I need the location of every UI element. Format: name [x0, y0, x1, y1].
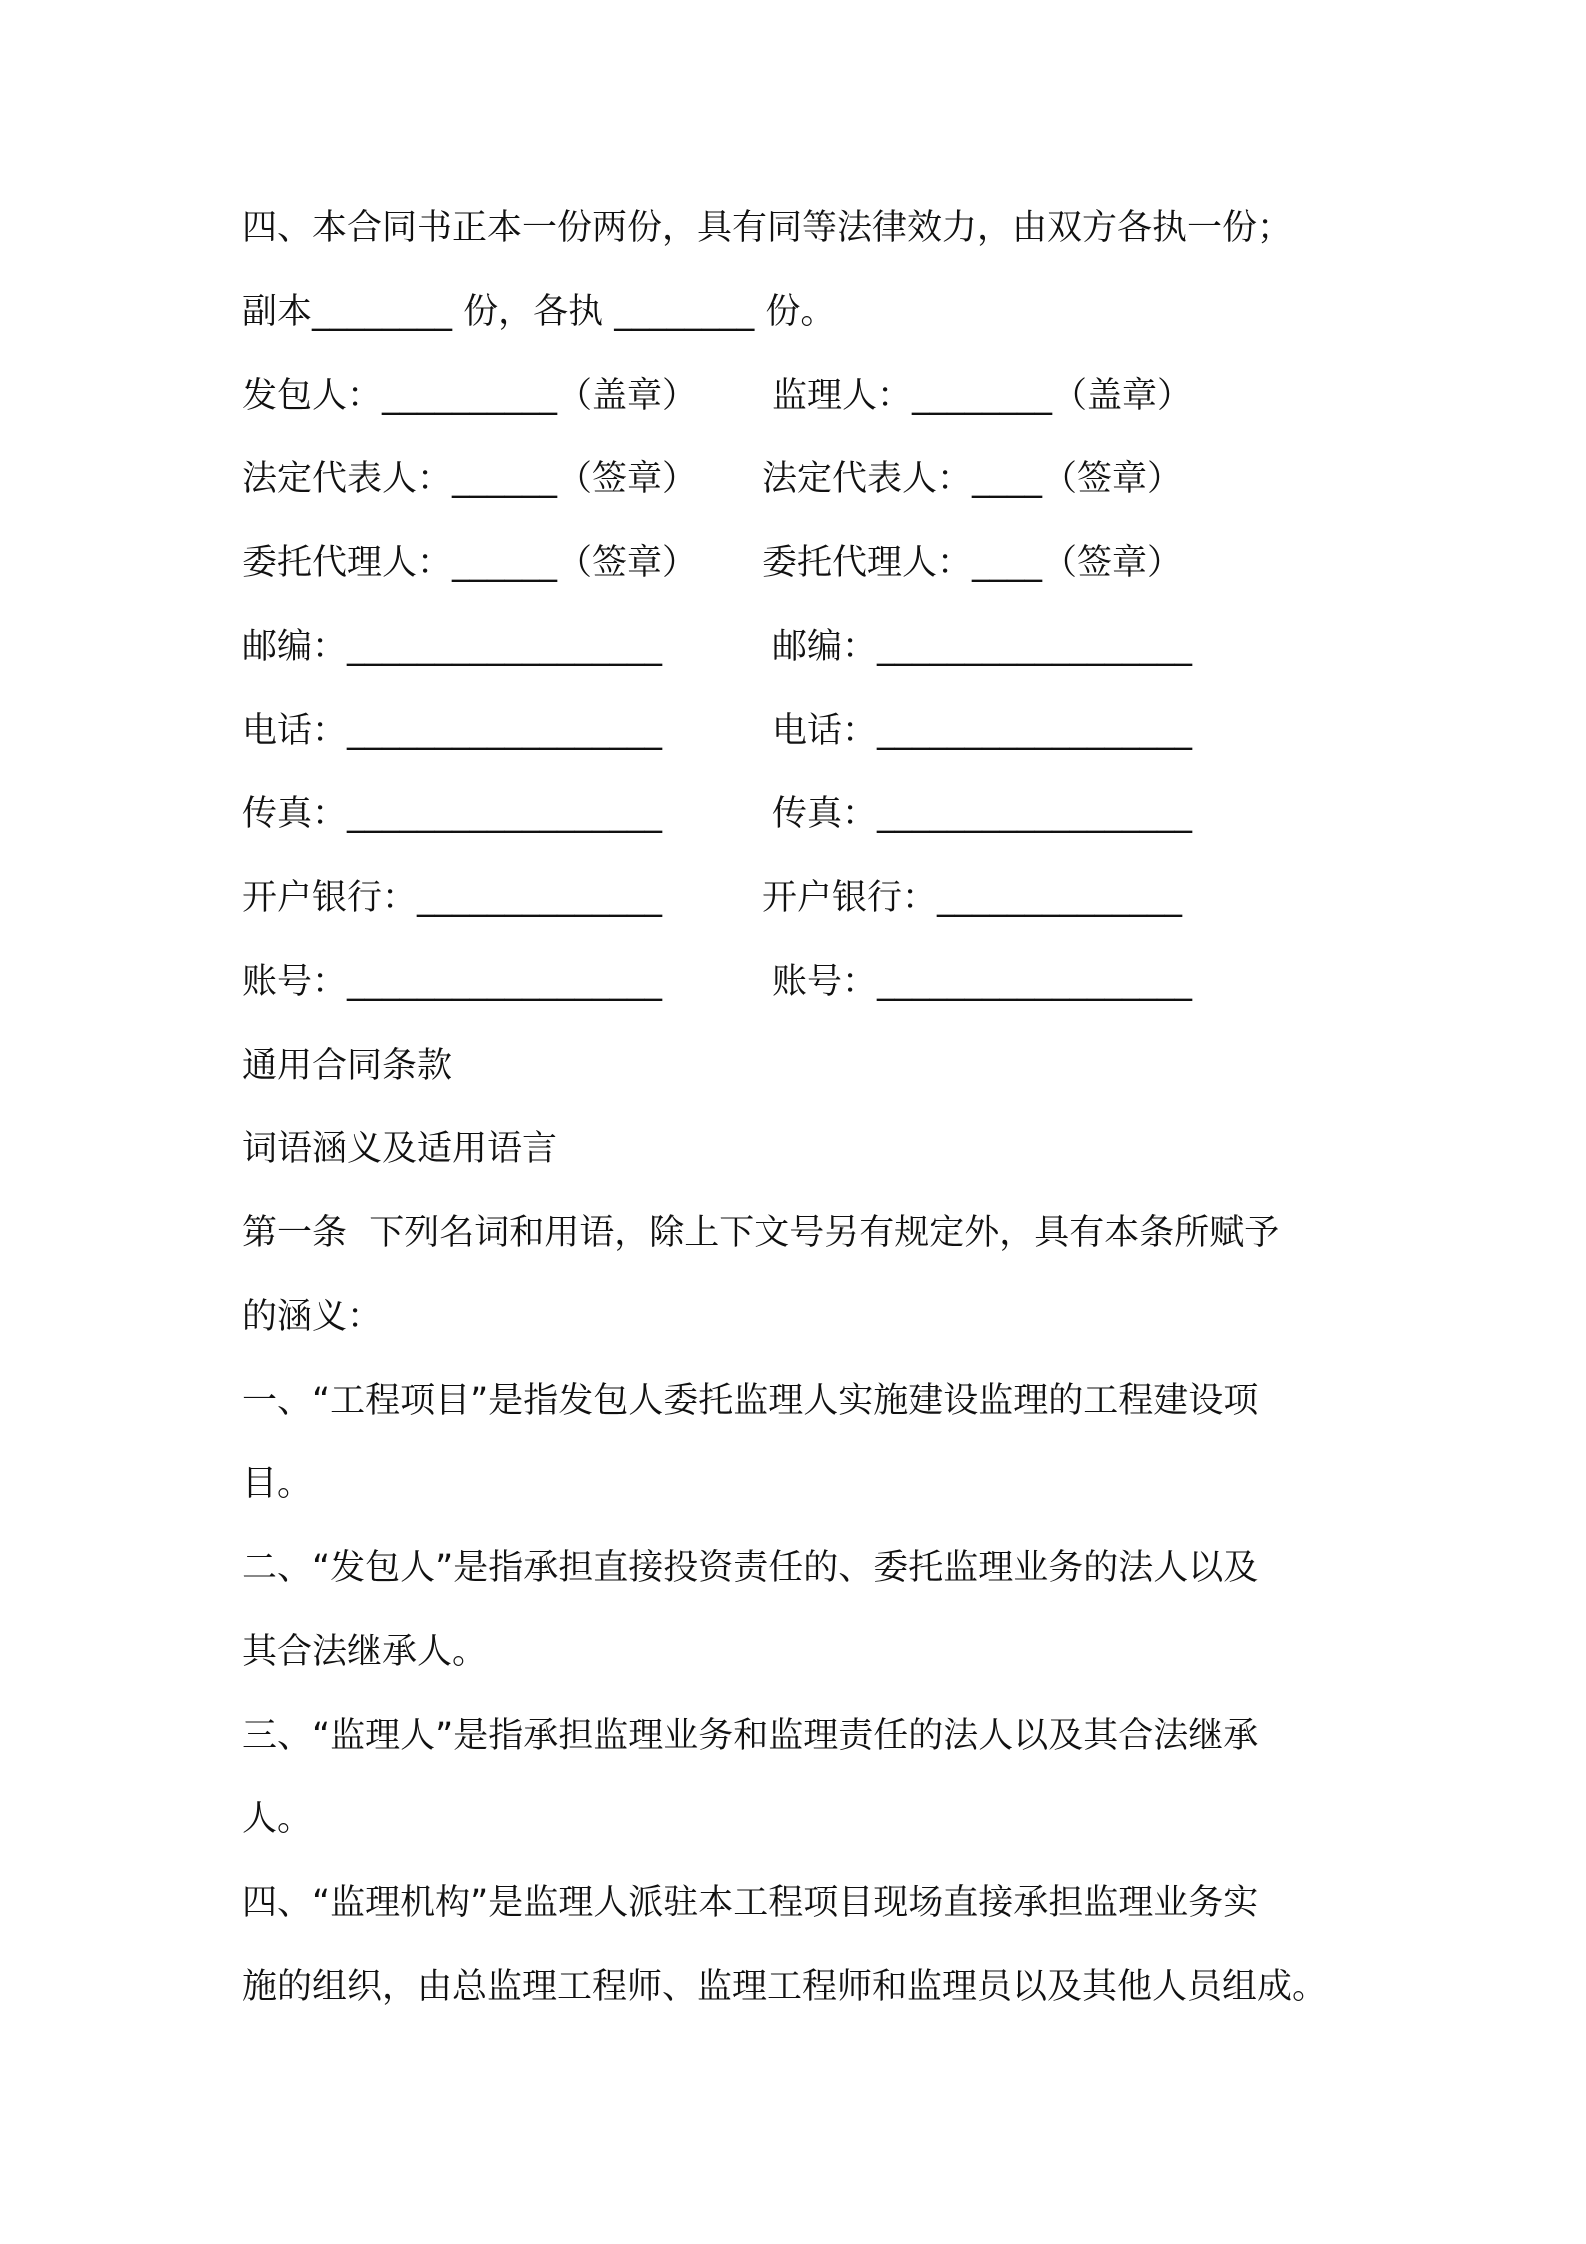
definition4-line1: 四、“监理机构”是监理人派驻本工程项目现场直接承担监理业务实 [242, 1883, 1259, 1923]
general-terms-title: 通用合同条款 [242, 1046, 453, 1086]
definition3-line2: 人。 [242, 1799, 313, 1839]
supervisor-postcode: 邮编：__________________ [772, 627, 1193, 667]
employer-account: 账号：__________________ [242, 962, 663, 1002]
terms-definition-title: 词语涵义及适用语言 [242, 1129, 558, 1169]
article1-line1: 第一条 下列名词和用语，除上下文号另有规定外，具有本条所赋予 [242, 1213, 1280, 1253]
definition1-line1: 一、“工程项目”是指发包人委托监理人实施建设监理的工程建设项 [242, 1381, 1259, 1421]
supervisor-account: 账号：__________________ [772, 962, 1193, 1002]
employer-agent: 委托代理人：______（签章） [242, 543, 698, 583]
definition4-line2: 施的组织，由总监理工程师、监理工程师和监理员以及其他人员组成。 [242, 1967, 1328, 2007]
employer-fax: 传真：__________________ [242, 794, 663, 834]
employer-name: 发包人：__________（盖章） [242, 376, 698, 416]
supervisor-name: 监理人：________（盖章） [772, 376, 1193, 416]
article1-line2: 的涵义： [242, 1297, 383, 1337]
employer-bank: 开户银行：______________ [242, 878, 663, 918]
definition2-line1: 二、“发包人”是指承担直接投资责任的、委托监理业务的法人以及 [242, 1548, 1259, 1588]
employer-phone: 电话：__________________ [242, 711, 663, 751]
supervisor-phone: 电话：__________________ [772, 711, 1193, 751]
supervisor-fax: 传真：__________________ [772, 794, 1193, 834]
supervisor-legal-rep: 法定代表人：____（签章） [762, 459, 1183, 499]
section4-copies: 四、本合同书正本一份两份，具有同等法律效力，由双方各执一份； [242, 208, 1293, 248]
employer-postcode: 邮编：__________________ [242, 627, 663, 667]
section4-copies-cont: 副本________ 份，各执 ________ 份。 [242, 292, 836, 332]
supervisor-bank: 开户银行：______________ [762, 878, 1183, 918]
supervisor-agent: 委托代理人：____（签章） [762, 543, 1183, 583]
employer-legal-rep: 法定代表人：______（签章） [242, 459, 698, 499]
definition3-line1: 三、“监理人”是指承担监理业务和监理责任的法人以及其合法继承 [242, 1716, 1259, 1756]
definition1-line2: 目。 [242, 1464, 313, 1504]
definition2-line2: 其合法继承人。 [242, 1632, 488, 1672]
